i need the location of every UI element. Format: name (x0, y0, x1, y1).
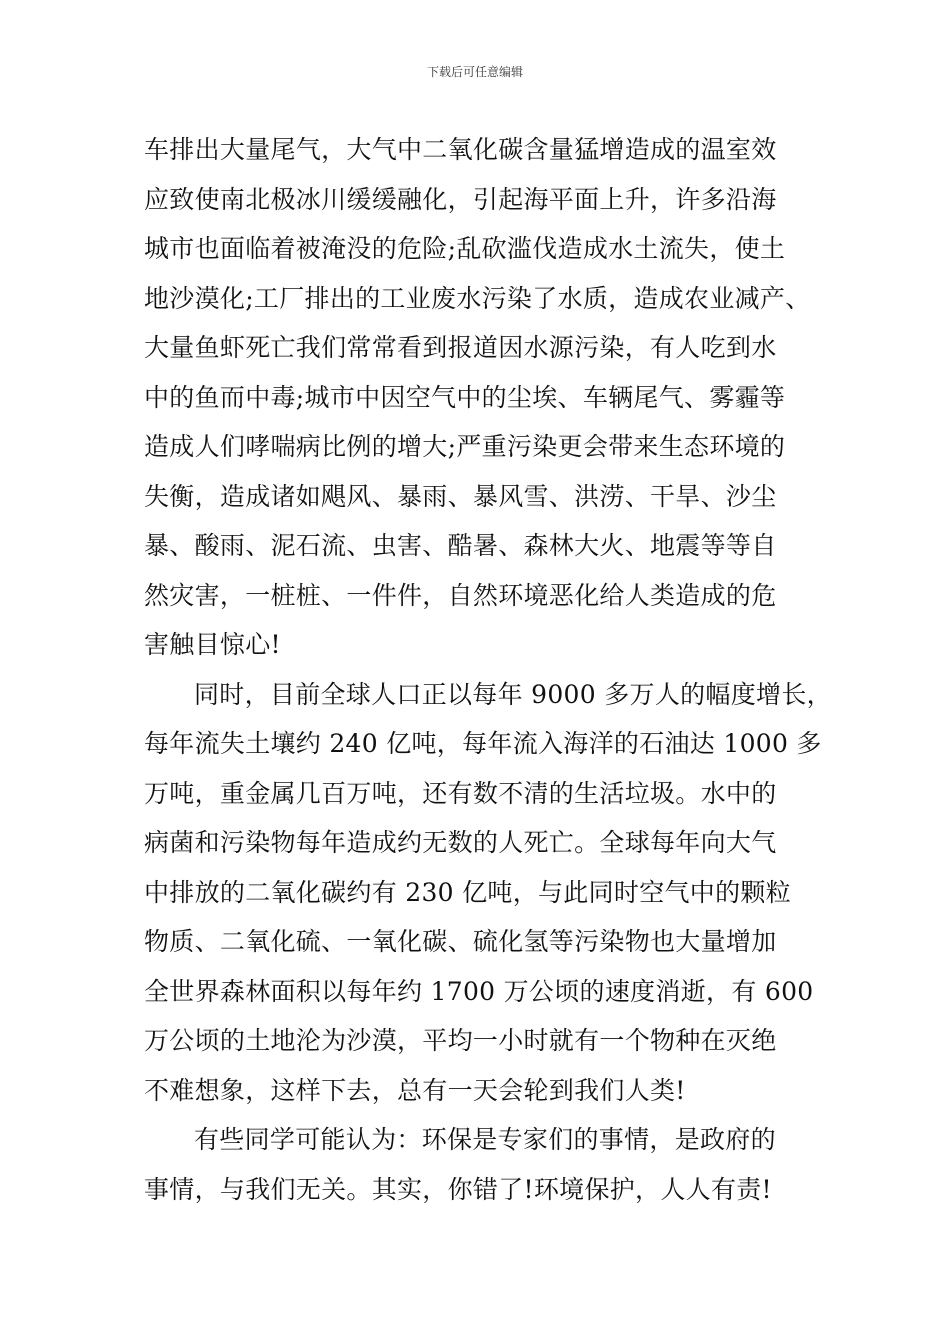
text-line: 造成人们哮喘病比例的增大;严重污染更会带来生态环境的 (144, 432, 786, 461)
paragraph-first-line: 同时，目前全球人口正以每年 9000 多万人的幅度增长， (194, 679, 832, 709)
text-line: 大量鱼虾死亡我们常常看到报道因水源污染，有人吃到水 (144, 333, 777, 362)
text-line: 万公顷的土地沦为沙漠，平均一小时就有一个物种在灭绝 (144, 1026, 777, 1055)
text-line: 暴、酸雨、泥石流、虫害、酷暑、森林大火、地震等等自 (144, 531, 777, 560)
text-line: 中的鱼而中毒;城市中因空气中的尘埃、车辆尾气、雾霾等 (144, 382, 786, 412)
document-body (144, 125, 844, 1214)
text-line: 物质、二氧化硫、一氧化碳、硫化氢等污染物也大量增加 (144, 927, 777, 956)
page-header: 下载后可任意编辑 (426, 65, 523, 79)
text-line: 万吨，重金属几百万吨，还有数不清的生活垃圾。水中的 (144, 778, 777, 808)
text-line: 全世界森林面积以每年约 1700 万公顷的速度消逝，有 600 (144, 976, 814, 1006)
text-line: 不难想象，这样下去，总有一天会轮到我们人类! (144, 1075, 686, 1105)
text-line: 应致使南北极冰川缓缓融化，引起海平面上升，许多沿海 (144, 184, 777, 214)
text-line: 地沙漠化;工厂排出的工业废水污染了水质，造成农业减产、 (144, 283, 811, 313)
paragraph-first-line: 有些同学可能认为：环保是专家们的事情，是政府的 (194, 1125, 776, 1154)
text-line: 害触目惊心! (144, 630, 281, 659)
text-line: 城市也面临着被淹没的危险;乱砍滥伐造成水土流失，使土 (144, 234, 786, 263)
text-line: 每年流失土壤约 240 亿吨，每年流入海洋的石油达 1000 多 (144, 729, 822, 758)
text-line: 病菌和污染物每年造成约无数的人死亡。全球每年向大气 (144, 828, 777, 857)
text-line: 中排放的二氧化碳约有 230 亿吨，与此同时空气中的颗粒 (144, 877, 792, 907)
text-line: 事情，与我们无关。其实，你错了!环境保护，人人有责! (144, 1174, 772, 1204)
text-line: 然灾害，一桩桩、一件件，自然环境恶化给人类造成的危 (144, 580, 777, 610)
text-line: 失衡，造成诸如飓风、暴雨、暴风雪、洪涝、干旱、沙尘 (144, 481, 777, 511)
text-line: 车排出大量尾气，大气中二氧化碳含量猛增造成的温室效 (144, 135, 777, 164)
